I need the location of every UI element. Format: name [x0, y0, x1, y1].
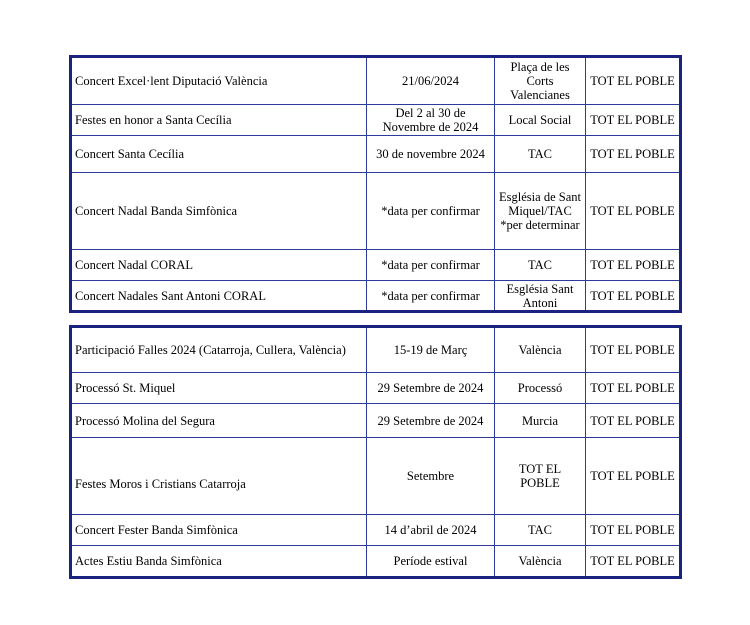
table-row	[71, 136, 681, 173]
event-audience: TOT EL POBLE	[586, 57, 681, 105]
event-audience: TOT EL POBLE	[586, 546, 681, 578]
event-audience: TOT EL POBLE	[586, 281, 681, 312]
event-audience: TOT EL POBLE	[586, 105, 681, 136]
table-row	[71, 515, 681, 546]
event-audience: TOT EL POBLE	[586, 250, 681, 281]
event-place: Església de Sant Miquel/TAC *per determinar	[495, 173, 586, 250]
event-date: *data per confirmar	[367, 173, 495, 250]
event-name: Processó St. Miquel	[71, 373, 367, 404]
event-place: Plaça de les Corts Valencianes	[495, 57, 586, 105]
event-place: València	[495, 546, 586, 578]
event-name: Concert Nadal CORAL	[71, 250, 367, 281]
event-place: Processó	[495, 373, 586, 404]
event-name: Festes en honor a Santa Cecília	[71, 105, 367, 136]
table-row	[71, 438, 681, 515]
events-table-2	[69, 325, 682, 579]
event-date: *data per confirmar	[367, 250, 495, 281]
event-place: TAC	[495, 515, 586, 546]
table-row	[71, 373, 681, 404]
event-audience: TOT EL POBLE	[586, 515, 681, 546]
event-place: TAC	[495, 136, 586, 173]
event-date: *data per confirmar	[367, 281, 495, 312]
event-audience: TOT EL POBLE	[586, 438, 681, 515]
event-audience: TOT EL POBLE	[586, 327, 681, 373]
event-name: Participació Falles 2024 (Catarroja, Cullera, València)	[71, 327, 367, 373]
event-place: TOT EL POBLE	[495, 438, 586, 515]
event-date: Període estival	[367, 546, 495, 578]
event-name: Concert Nadal Banda Simfònica	[71, 173, 367, 250]
event-date: 21/06/2024	[367, 57, 495, 105]
event-audience: TOT EL POBLE	[586, 404, 681, 438]
table-row	[71, 57, 681, 105]
event-date: 30 de novembre 2024	[367, 136, 495, 173]
event-date: 29 Setembre de 2024	[367, 404, 495, 438]
event-audience: TOT EL POBLE	[586, 136, 681, 173]
event-place: Església Sant Antoni	[495, 281, 586, 312]
event-place: Local Social	[495, 105, 586, 136]
table-row	[71, 327, 681, 373]
table-row	[71, 546, 681, 578]
event-date: 14 d’abril de 2024	[367, 515, 495, 546]
events-table-1	[69, 55, 682, 313]
table-row	[71, 173, 681, 250]
event-name: Festes Moros i Cristians Catarroja	[71, 438, 367, 515]
event-date: Setembre	[367, 438, 495, 515]
table-row	[71, 281, 681, 312]
event-audience: TOT EL POBLE	[586, 173, 681, 250]
event-name: Concert Santa Cecília	[71, 136, 367, 173]
event-place: València	[495, 327, 586, 373]
table-row	[71, 250, 681, 281]
event-place: Murcia	[495, 404, 586, 438]
event-name: Concert Nadales Sant Antoni CORAL	[71, 281, 367, 312]
event-audience: TOT EL POBLE	[586, 373, 681, 404]
event-name: Actes Estiu Banda Simfònica	[71, 546, 367, 578]
event-place: TAC	[495, 250, 586, 281]
event-date: Del 2 al 30 de Novembre de 2024	[367, 105, 495, 136]
event-date: 29 Setembre de 2024	[367, 373, 495, 404]
event-name: Processó Molina del Segura	[71, 404, 367, 438]
event-name: Concert Excel·lent Diputació València	[71, 57, 367, 105]
table-row	[71, 404, 681, 438]
event-name: Concert Fester Banda Simfònica	[71, 515, 367, 546]
event-date: 15-19 de Març	[367, 327, 495, 373]
table-row	[71, 105, 681, 136]
